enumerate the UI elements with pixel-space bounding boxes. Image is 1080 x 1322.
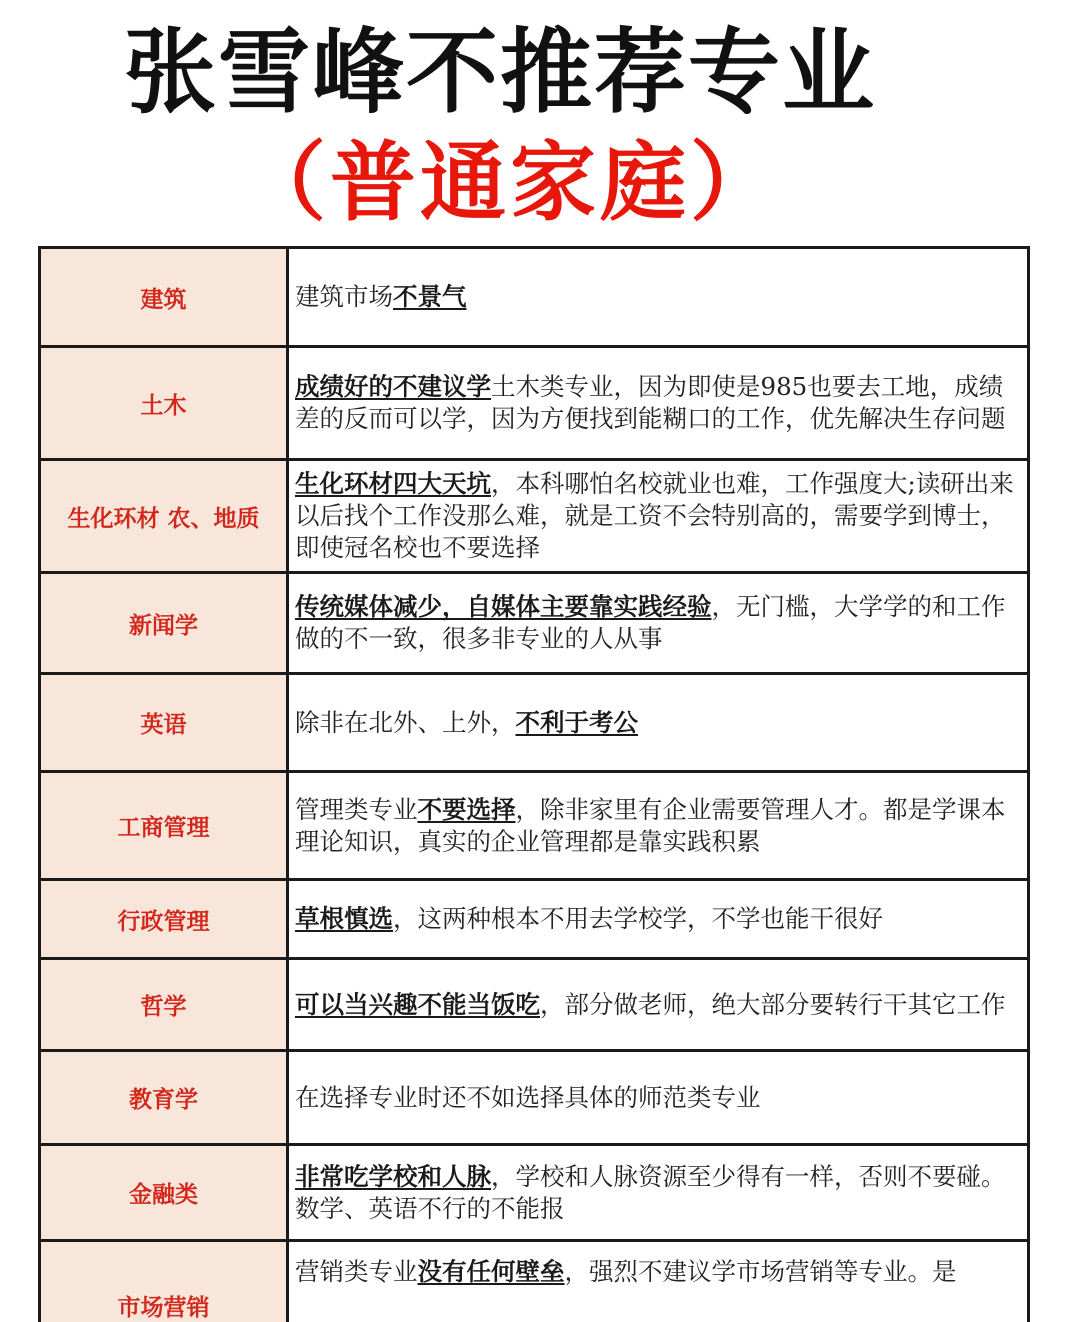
major-description: 生化环材四大天坑，本科哪怕名校就业也难，工作强度大;读研出来以后找个工作没那么难，就是工资不会特别高的，需要学到博士，即使冠名校也不要选择 <box>295 469 1014 562</box>
table-row <box>41 881 1027 960</box>
table-row <box>41 675 1027 773</box>
key-phrase: 传统媒体减少，自媒体主要靠实践经验 <box>295 592 712 621</box>
major-name: 哲学 <box>41 960 289 1049</box>
major-description: 非常吃学校和人脉，学校和人脉资源至少得有一样，否则不要碰。数学、英语不行的不能报 <box>295 1161 1006 1223</box>
major-description: 管理类专业不要选择，除非家里有企业需要管理人才。都是学课本理论知识，真实的企业管理都是靠实践积累 <box>295 794 1006 856</box>
table-row <box>41 773 1027 881</box>
table-row <box>41 348 1027 461</box>
key-phrase: 草根慎选 <box>295 904 393 933</box>
major-name: 生化环材 农、地质 <box>41 461 289 571</box>
key-phrase: 不要选择 <box>417 794 516 824</box>
table-row <box>41 1242 1027 1322</box>
key-phrase: 生化环材四大天坑 <box>295 469 491 498</box>
key-phrase: 可以当兴趣不能当饭吃 <box>295 989 540 1019</box>
table-row <box>41 574 1027 675</box>
table-row <box>41 960 1027 1052</box>
table-row <box>41 1052 1027 1146</box>
table-row <box>41 249 1027 348</box>
major-name: 市场营销 <box>41 1242 289 1322</box>
page-subtitle: （普通家庭） <box>240 133 780 233</box>
key-phrase: 不景气 <box>393 282 467 311</box>
key-phrase: 没有任何壁垒 <box>417 1257 565 1286</box>
major-description: 传统媒体减少，自媒体主要靠实践经验，无门槛，大学学的和工作做的不一致，很多非专业的人从事 <box>295 592 1006 653</box>
key-phrase: 非常吃学校和人脉 <box>295 1161 491 1191</box>
major-name: 新闻学 <box>41 574 289 672</box>
key-phrase: 成绩好的不建议学 <box>295 372 491 401</box>
major-name: 土木 <box>41 348 289 458</box>
major-description: 在选择专业时还不如选择具体的师范类专业 <box>295 1082 761 1112</box>
major-name: 工商管理 <box>41 773 289 878</box>
table-row <box>41 1146 1027 1242</box>
major-description: 营销类专业没有任何壁垒，强烈不建议学市场营销等专业。是 <box>295 1257 957 1286</box>
page-title: 张雪峰不推荐专业 <box>123 19 876 126</box>
major-name: 教育学 <box>41 1052 289 1143</box>
major-description: 可以当兴趣不能当饭吃，部分做老师，绝大部分要转行干其它工作 <box>295 989 1006 1019</box>
major-name: 金融类 <box>41 1146 289 1239</box>
major-name: 英语 <box>41 675 289 770</box>
major-description: 成绩好的不建议学土木类专业，因为即使是985也要去工地，成绩差的反而可以学，因为方便找到能糊口的工作，优先解决生存问题 <box>295 372 1006 433</box>
major-description: 草根慎选，这两种根本不用去学校学，不学也能干很好 <box>295 904 883 933</box>
major-name: 行政管理 <box>41 881 289 957</box>
key-phrase: 不利于考公 <box>515 707 638 737</box>
major-description: 建筑市场不景气 <box>295 282 467 311</box>
major-name: 建筑 <box>41 249 289 345</box>
majors-table <box>38 246 1030 1322</box>
major-description: 除非在北外、上外，不利于考公 <box>295 707 638 737</box>
table-row <box>41 461 1027 574</box>
